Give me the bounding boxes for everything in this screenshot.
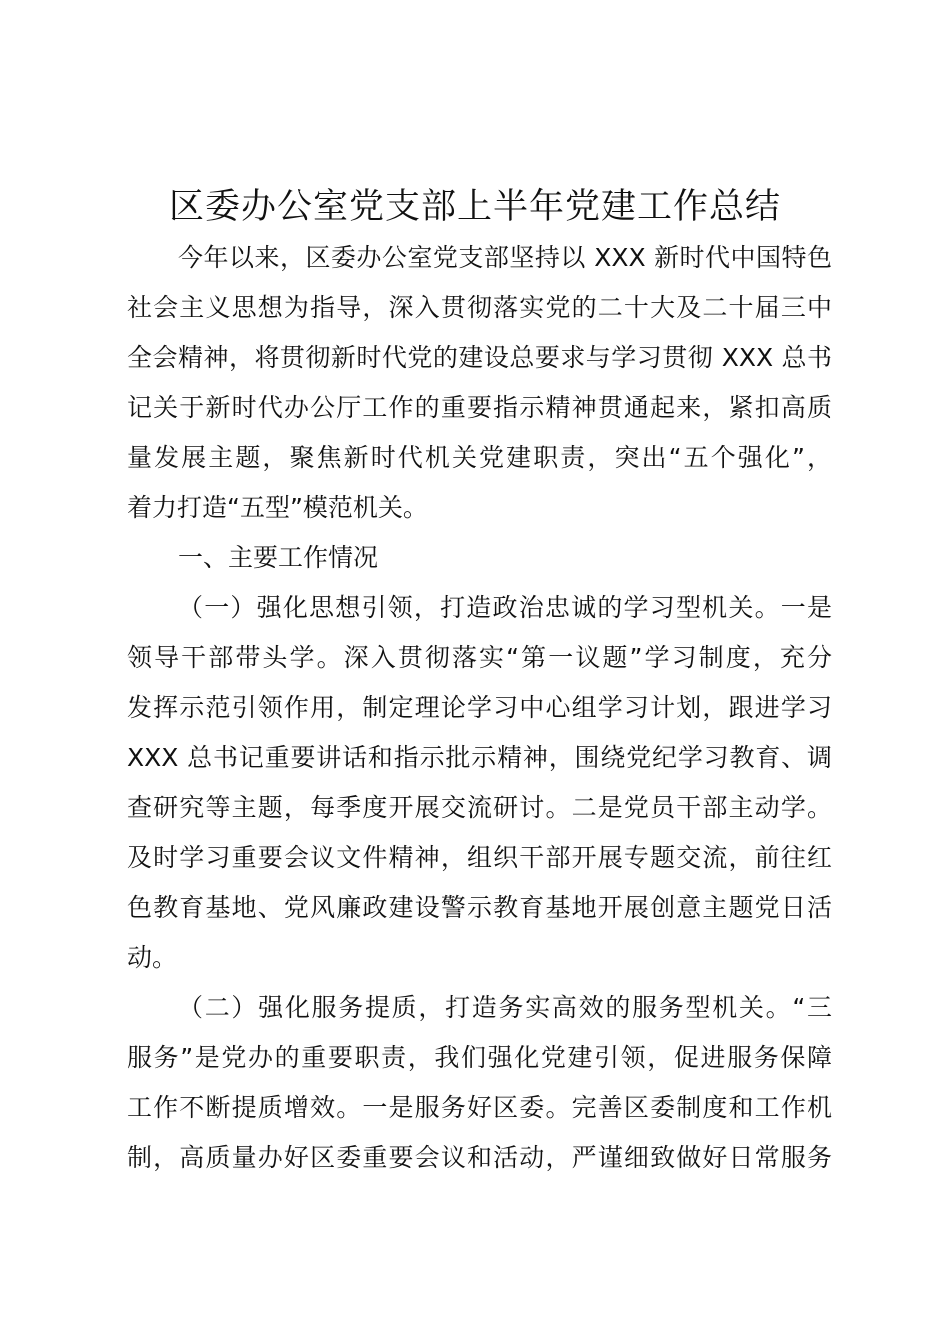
text-line: 工作不断提质增效。一是服务好区委。完善区委制度和工作机 xyxy=(127,1093,832,1122)
text-line: 全会精神，将贯彻新时代党的建设总要求与学习贯彻 XXX 总书 xyxy=(127,343,832,372)
text-line: 色教育基地、党风廉政建设警示教育基地开展创意主题党日活 xyxy=(127,893,832,922)
text-line: 制，高质量办好区委重要会议和活动，严谨细致做好日常服务 xyxy=(127,1143,832,1172)
text-line: 服务”是党办的重要职责，我们强化党建引领，促进服务保障 xyxy=(127,1043,832,1072)
text-line: 今年以来，区委办公室党支部坚持以 XXX 新时代中国特色 xyxy=(178,243,832,272)
text-line: （一）强化思想引领，打造政治忠诚的学习型机关。一是 xyxy=(178,593,832,622)
document-title: 区委办公室党支部上半年党建工作总结 xyxy=(168,187,781,227)
text-line: 动。 xyxy=(127,943,178,972)
text-line: 领导干部带头学。深入贯彻落实“第一议题”学习制度，充分 xyxy=(127,643,832,672)
text-line: 发挥示范引领作用，制定理论学习中心组学习计划，跟进学习 xyxy=(127,693,832,722)
text-line: 社会主义思想为指导，深入贯彻落实党的二十大及二十届三中 xyxy=(127,293,832,322)
text-line: XXX 总书记重要讲话和指示批示精神，围绕党纪学习教育、调 xyxy=(127,743,832,772)
text-line: （二）强化服务提质，打造务实高效的服务型机关。“三 xyxy=(178,993,832,1022)
text-line: 及时学习重要会议文件精神，组织干部开展专题交流，前往红 xyxy=(127,843,832,872)
text-line: 查研究等主题，每季度开展交流研讨。二是党员干部主动学。 xyxy=(127,793,832,822)
text-line: 量发展主题，聚焦新时代机关党建职责，突出“五个强化”， xyxy=(127,443,832,472)
text-line: 记关于新时代办公厅工作的重要指示精神贯通起来，紧扣高质 xyxy=(127,393,832,422)
document-body xyxy=(127,233,832,1183)
text-line: 着力打造“五型”模范机关。 xyxy=(127,493,428,522)
text-line: 一、主要工作情况 xyxy=(178,543,379,572)
